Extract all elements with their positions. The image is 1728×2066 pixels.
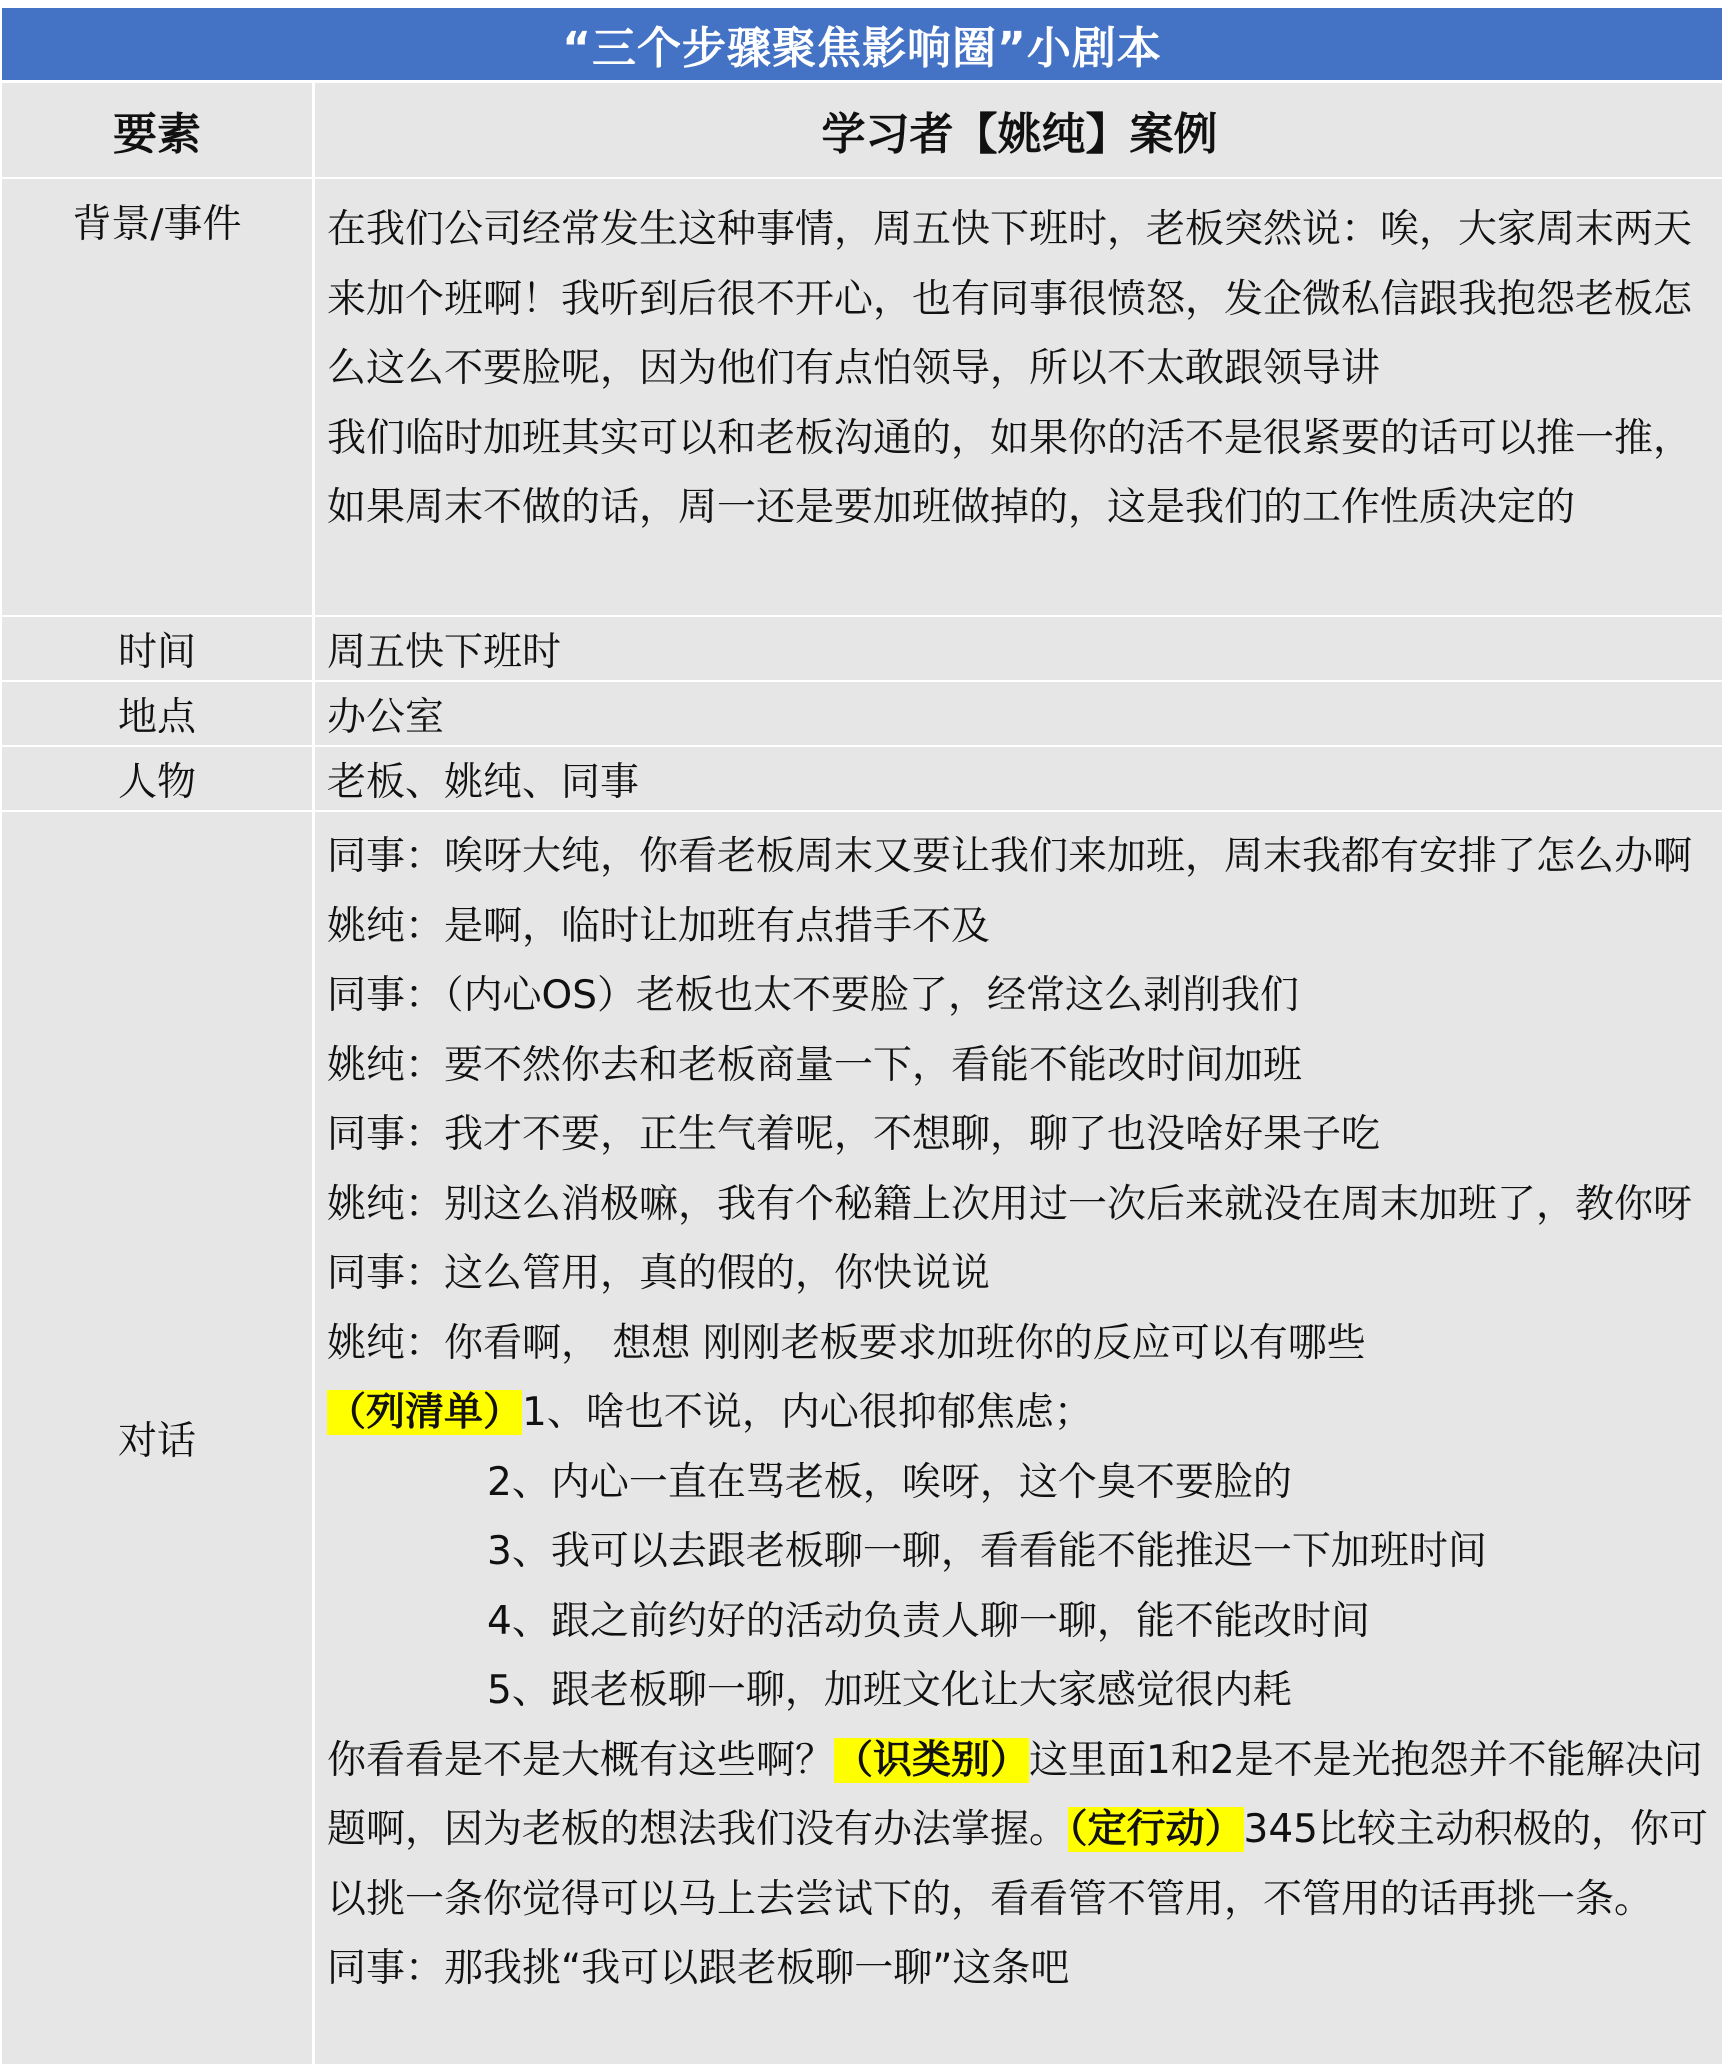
dialogue-label: 对话 [2,811,314,2065]
background-row [2,178,1722,616]
list-item: 2、内心一直在骂老板，唉呀，这个臭不要脸的 [487,1459,1292,1505]
time-label: 时间 [2,616,314,681]
place-row [2,681,1722,746]
action-line [327,1795,1712,1865]
dialogue-row [2,811,1722,2065]
list-item: 5、跟老板聊一聊，加班文化让大家感觉很内耗 [487,1668,1292,1713]
background-line: 如果周末不做的话，周一还是要加班做掉的，这是我们的工作性质决定的 [327,485,1576,530]
classify-post: 这里面1和2是不是光抱怨并不能解决问 [1029,1737,1703,1783]
list-tag-highlight: （列清单） [327,1390,523,1435]
classify-tag-highlight: （识类别） [834,1737,1030,1783]
background-line: 么这么不要脸呢，因为他们有点怕领导，所以不太敢跟领导讲 [327,346,1381,391]
list-item: 3、我可以去跟老板聊一聊，看看能不能推迟一下加班时间 [487,1529,1487,1574]
background-label: 背景/事件 [2,178,314,616]
background-line: 我们临时加班其实可以和老板沟通的，如果你的活不是很紧要的话可以推一推， [327,415,1693,461]
final-line: 同事：那我挑“我可以跟老板聊一聊”这条吧 [327,1946,1070,1991]
header-case: 学习者【姚纯】案例 [314,83,1723,178]
dialogue-line: 同事：这么管用，真的假的，你快说说 [327,1251,991,1296]
list-item: 1、啥也不说，内心很抑郁焦虑； [522,1390,1093,1435]
people-row [2,746,1722,811]
time-value: 周五快下班时 [314,616,1723,681]
page-title: “三个步骤聚焦影响圈”小剧本 [2,8,1722,80]
header-element: 要素 [2,83,314,178]
action-tag-highlight: （定行动） [1068,1807,1244,1852]
dialogue-line: 同事：我才不要，正生气着呢，不想聊，聊了也没啥好果子吃 [327,1112,1381,1157]
list-item: 4、跟之前约好的活动负责人聊一聊，能不能改时间 [487,1598,1370,1644]
action-pre: 题啊，因为老板的想法我们没有办法掌握。 [327,1807,1069,1852]
dialogue-line: 姚纯：是啊，临时让加班有点措手不及 [327,903,991,949]
place-value: 办公室 [314,681,1723,746]
background-text [314,178,1723,616]
dialogue-text [314,811,1723,2065]
time-row [2,616,1722,681]
dialogue-line: 姚纯：要不然你去和老板商量一下，看能不能改时间加班 [327,1042,1303,1088]
people-value: 老板、姚纯、同事 [314,746,1723,811]
action-post: 345比较主动积极的，你可 [1243,1807,1708,1852]
dialogue-line: 姚纯：别这么消极嘛，我有个秘籍上次用过一次后来就没在周末加班了，教你呀 [327,1181,1693,1227]
background-line: 在我们公司经常发生这种事情，周五快下班时，老板突然说：唉，大家周末两天 [327,207,1693,252]
action-end-line: 以挑一条你觉得可以马上去尝试下的，看看管不管用，不管用的话再挑一条。 [327,1876,1654,1922]
list-first-line [327,1378,1712,1448]
people-label: 人物 [2,746,314,811]
classify-line [327,1726,1712,1796]
classify-pre: 你看看是不是大概有这些啊？ [327,1737,835,1783]
dialogue-line: 同事：唉呀大纯，你看老板周末又要让我们来加班，周末我都有安排了怎么办啊 [327,834,1693,879]
table-header-row [2,83,1722,178]
background-line: 来加个班啊！我听到后很不开心，也有同事很愤怒，发企微私信跟我抱怨老板怎 [327,276,1693,322]
script-table [2,83,1722,2066]
dialogue-line: 姚纯：你看啊， 想想 刚刚老板要求加班你的反应可以有哪些 [327,1320,1366,1366]
place-label: 地点 [2,681,314,746]
dialogue-line: 同事：（内心OS）老板也太不要脸了，经常这么剥削我们 [327,973,1299,1018]
